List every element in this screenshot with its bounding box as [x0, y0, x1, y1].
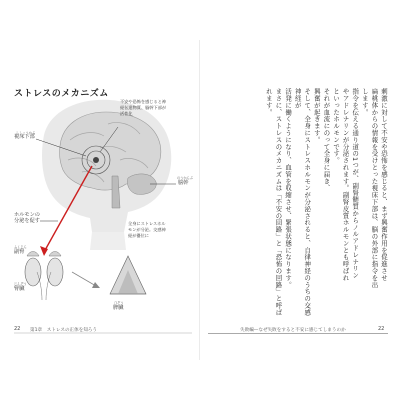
- kidney-left: [25, 258, 41, 286]
- page-number-right: 22: [378, 326, 385, 332]
- text-column: 興奮が起きます。: [312, 88, 321, 144]
- hormone-label: ホルモンの 分泌を促す: [14, 212, 40, 225]
- right-page: [200, 0, 400, 400]
- text-column: 刺激に対して不安や恐怖を感じると、まず興奮作用を促進させ: [380, 88, 388, 282]
- adrenal-ruby: ふくじん: [14, 245, 27, 249]
- kidney-right: [47, 258, 63, 286]
- kidney-ruby: じんぞう: [14, 282, 27, 286]
- body-text-vertical: [210, 88, 388, 318]
- spleen-label: 脾臓: [113, 305, 124, 311]
- page-number-left: 22: [14, 326, 21, 332]
- text-column: します。: [360, 88, 369, 116]
- neck-shape: [90, 232, 126, 250]
- text-column: といったホルモンです。: [332, 88, 341, 164]
- amygdala-dot: [93, 157, 99, 163]
- text-column: やアドレナリンが分泌されます。副腎皮質ホルモンとも呼ばれ: [341, 88, 350, 282]
- text-column: 指令を伝える通り道の1つが、副腎髄質からノルアドレナリン: [351, 88, 360, 279]
- text-column: それが血流にのって全身に届き、: [322, 88, 331, 192]
- note-top: 不安や恐怖を感じると神 経伝達物質、脳幹下部が 活性化: [120, 99, 167, 116]
- text-column: 活発に働くようになり、血管を収縮させ、緊張状態になります。: [284, 88, 293, 289]
- hypothalamus-label: 視床下部: [14, 134, 35, 140]
- text-column: そして、全身にストレスホルモンが分泌されると、自律神経のうちの交感神経が: [293, 88, 312, 316]
- chapter-footer-right: 失敗編—なぜ失敗をすると不安に感じてしまうのか: [240, 328, 346, 333]
- text-column: まさに、ストレスのメカニズムは「不安の回路」と「恐怖の回路」と呼ばれます。: [264, 88, 283, 316]
- adrenal-right: [49, 252, 61, 257]
- note-bottom: 全身にストレスホル モンが分泌。交感神 経が優位に: [128, 221, 166, 238]
- spleen-ruby: ひぞう: [114, 301, 124, 305]
- page-title: ストレスのメカニズム: [14, 89, 109, 99]
- brain-stem-ruby: のうかんぶ: [177, 176, 193, 180]
- brain-stem-label: 脳幹: [178, 180, 189, 186]
- chapter-footer-left: 第1章 ストレスの正体を知ろう: [30, 328, 98, 333]
- adrenal-left: [27, 252, 39, 257]
- footer-rule-right: [208, 333, 388, 334]
- text-column: 扁桃体からの情報を受けとった視床下部は、脳の外部に指令を出: [370, 88, 379, 289]
- kidney-label: 腎臓: [14, 286, 25, 292]
- hypothalamus-ruby: ししょうかぶ: [16, 131, 36, 135]
- adrenal-label: 副腎: [14, 249, 25, 255]
